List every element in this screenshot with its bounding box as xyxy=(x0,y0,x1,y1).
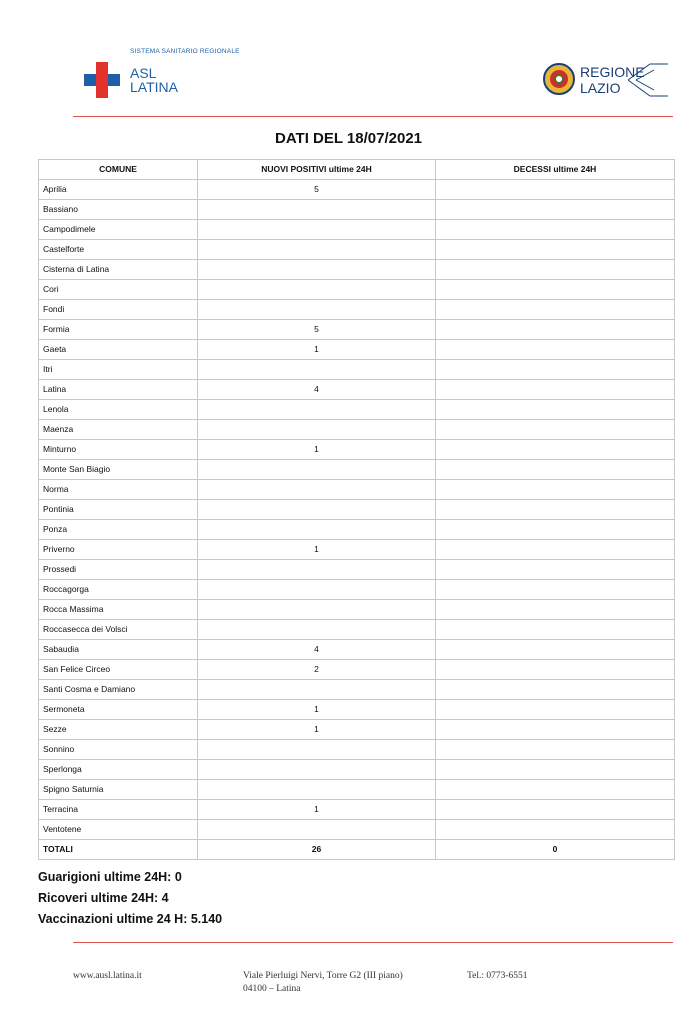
ricoveri-text: Ricoveri ultime 24H: 4 xyxy=(38,891,169,905)
cell-decessi xyxy=(436,800,675,820)
cell-positivi xyxy=(198,400,436,420)
cell-decessi xyxy=(436,260,675,280)
table-row xyxy=(39,580,675,600)
cell-positivi xyxy=(198,500,436,520)
cell-positivi xyxy=(198,680,436,700)
cell-positivi xyxy=(198,820,436,840)
cell-decessi xyxy=(436,340,675,360)
page-title: DATI DEL 18/07/2021 xyxy=(274,130,423,147)
table-row xyxy=(39,480,675,500)
footer-phone: Tel.: 0773-6551 xyxy=(467,971,528,981)
cell-comune: Campodimele xyxy=(39,220,198,240)
cell-comune: Santi Cosma e Damiano xyxy=(39,680,198,700)
table-row xyxy=(39,700,675,720)
cell-comune: Sabaudia xyxy=(39,640,198,660)
cell-comune: Sonnino xyxy=(39,740,198,760)
table-row xyxy=(39,820,675,840)
cell-positivi xyxy=(198,780,436,800)
cell-positivi xyxy=(198,520,436,540)
cell-positivi xyxy=(198,220,436,240)
cell-positivi xyxy=(198,280,436,300)
table-row xyxy=(39,740,675,760)
cell-comune: Ventotene xyxy=(39,820,198,840)
cell-decessi xyxy=(436,360,675,380)
cell-decessi xyxy=(436,600,675,620)
cell-comune: Rocca Massima xyxy=(39,600,198,620)
cell-positivi xyxy=(198,620,436,640)
lazio-swoosh-icon xyxy=(628,62,668,98)
cell-positivi: 1 xyxy=(198,720,436,740)
totals-label: TOTALI xyxy=(39,840,198,860)
cell-positivi xyxy=(198,420,436,440)
cell-decessi xyxy=(436,480,675,500)
asl-name: ASL LATINA xyxy=(130,65,178,95)
cell-comune: Gaeta xyxy=(39,340,198,360)
cell-comune: Spigno Saturnia xyxy=(39,780,198,800)
cell-positivi xyxy=(198,300,436,320)
cell-comune: Maenza xyxy=(39,420,198,440)
cell-positivi: 1 xyxy=(198,700,436,720)
table-row xyxy=(39,300,675,320)
table-row xyxy=(39,280,675,300)
cell-comune: San Felice Circeo xyxy=(39,660,198,680)
cell-decessi xyxy=(436,520,675,540)
cell-decessi xyxy=(436,620,675,640)
cell-decessi xyxy=(436,280,675,300)
cell-comune: Lenola xyxy=(39,400,198,420)
totals-row xyxy=(39,840,675,860)
table-row xyxy=(39,460,675,480)
table-row xyxy=(39,640,675,660)
asl-latina-logo xyxy=(84,48,264,108)
cell-positivi: 4 xyxy=(198,640,436,660)
cell-comune: Cori xyxy=(39,280,198,300)
asl-subtitle: SISTEMA SANITARIO REGIONALE xyxy=(130,48,240,55)
cell-comune: Roccasecca dei Volsci xyxy=(39,620,198,640)
cell-positivi xyxy=(198,580,436,600)
footer-divider xyxy=(73,942,673,943)
cell-decessi xyxy=(436,200,675,220)
lazio-name: REGIONE LAZIO xyxy=(580,64,645,96)
header-divider xyxy=(73,116,673,117)
cell-positivi xyxy=(198,260,436,280)
cell-decessi xyxy=(436,540,675,560)
cell-comune: Formia xyxy=(39,320,198,340)
cell-comune: Priverno xyxy=(39,540,198,560)
red-cross-icon xyxy=(84,62,120,98)
cell-positivi xyxy=(198,480,436,500)
cell-positivi xyxy=(198,740,436,760)
cell-positivi xyxy=(198,460,436,480)
footer-website: www.ausl.latina.it xyxy=(73,971,142,981)
cell-decessi xyxy=(436,580,675,600)
table-row xyxy=(39,380,675,400)
cell-comune: Cisterna di Latina xyxy=(39,260,198,280)
cell-comune: Roccagorga xyxy=(39,580,198,600)
table-row xyxy=(39,560,675,580)
cell-decessi xyxy=(436,440,675,460)
table-row xyxy=(39,340,675,360)
cell-positivi xyxy=(198,600,436,620)
cell-positivi xyxy=(198,560,436,580)
cell-comune: Pontinia xyxy=(39,500,198,520)
cell-decessi xyxy=(436,300,675,320)
cell-decessi xyxy=(436,820,675,840)
table-row xyxy=(39,720,675,740)
cell-positivi xyxy=(198,240,436,260)
cell-positivi: 4 xyxy=(198,380,436,400)
table-row xyxy=(39,800,675,820)
header-positivi: NUOVI POSITIVI ultime 24H xyxy=(198,160,436,180)
vaccinazioni-text: Vaccinazioni ultime 24 H: 5.140 xyxy=(38,912,223,926)
cell-comune: Latina xyxy=(39,380,198,400)
cell-decessi xyxy=(436,560,675,580)
cell-comune: Ponza xyxy=(39,520,198,540)
cell-positivi: 5 xyxy=(198,180,436,200)
cell-decessi xyxy=(436,220,675,240)
cell-positivi: 1 xyxy=(198,440,436,460)
table-row xyxy=(39,440,675,460)
table-row xyxy=(39,180,675,200)
cell-decessi xyxy=(436,680,675,700)
cell-comune: Sperlonga xyxy=(39,760,198,780)
table-row xyxy=(39,600,675,620)
table-row xyxy=(39,420,675,440)
guarigioni-text: Guarigioni ultime 24H: 0 xyxy=(38,870,182,884)
totals-decessi: 0 xyxy=(436,840,675,860)
cell-positivi xyxy=(198,200,436,220)
cell-positivi: 2 xyxy=(198,660,436,680)
table-row xyxy=(39,520,675,540)
cell-decessi xyxy=(436,720,675,740)
cell-decessi xyxy=(436,400,675,420)
cell-decessi xyxy=(436,500,675,520)
table-row xyxy=(39,200,675,220)
header-decessi: DECESSI ultime 24H xyxy=(436,160,675,180)
cell-decessi xyxy=(436,380,675,400)
cell-comune: Prossedi xyxy=(39,560,198,580)
cell-decessi xyxy=(436,460,675,480)
footer-address: Viale Pierluigi Nervi, Torre G2 (III piano) 04100 – Latina xyxy=(243,971,403,994)
cell-decessi xyxy=(436,780,675,800)
cell-comune: Minturno xyxy=(39,440,198,460)
cell-comune: Sezze xyxy=(39,720,198,740)
cell-comune: Fondi xyxy=(39,300,198,320)
table-header-row xyxy=(39,160,675,180)
lazio-emblem-icon xyxy=(542,62,576,96)
table-row xyxy=(39,680,675,700)
summary xyxy=(38,867,222,930)
cell-positivi: 1 xyxy=(198,540,436,560)
table-row xyxy=(39,760,675,780)
cell-positivi: 1 xyxy=(198,800,436,820)
regione-lazio-logo xyxy=(542,62,668,100)
cell-decessi xyxy=(436,760,675,780)
table-row xyxy=(39,400,675,420)
table-row xyxy=(39,360,675,380)
totals-positivi: 26 xyxy=(198,840,436,860)
table-row xyxy=(39,260,675,280)
cell-comune: Terracina xyxy=(39,800,198,820)
header-comune: COMUNE xyxy=(39,160,198,180)
table-row xyxy=(39,660,675,680)
cell-comune: Monte San Biagio xyxy=(39,460,198,480)
cell-comune: Bassiano xyxy=(39,200,198,220)
cell-decessi xyxy=(436,320,675,340)
table-row xyxy=(39,540,675,560)
cell-decessi xyxy=(436,660,675,680)
cell-positivi: 5 xyxy=(198,320,436,340)
cell-comune: Aprilia xyxy=(39,180,198,200)
data-table xyxy=(38,159,675,860)
table-row xyxy=(39,240,675,260)
cell-decessi xyxy=(436,640,675,660)
cell-decessi xyxy=(436,420,675,440)
cell-decessi xyxy=(436,180,675,200)
table-row xyxy=(39,500,675,520)
cell-decessi xyxy=(436,700,675,720)
cell-comune: Castelforte xyxy=(39,240,198,260)
cell-positivi: 1 xyxy=(198,340,436,360)
table-row xyxy=(39,320,675,340)
cell-comune: Itri xyxy=(39,360,198,380)
cell-comune: Sermoneta xyxy=(39,700,198,720)
cell-comune: Norma xyxy=(39,480,198,500)
cell-decessi xyxy=(436,740,675,760)
cell-decessi xyxy=(436,240,675,260)
table-row xyxy=(39,620,675,640)
table-row xyxy=(39,780,675,800)
cell-positivi xyxy=(198,760,436,780)
table-row xyxy=(39,220,675,240)
cell-positivi xyxy=(198,360,436,380)
